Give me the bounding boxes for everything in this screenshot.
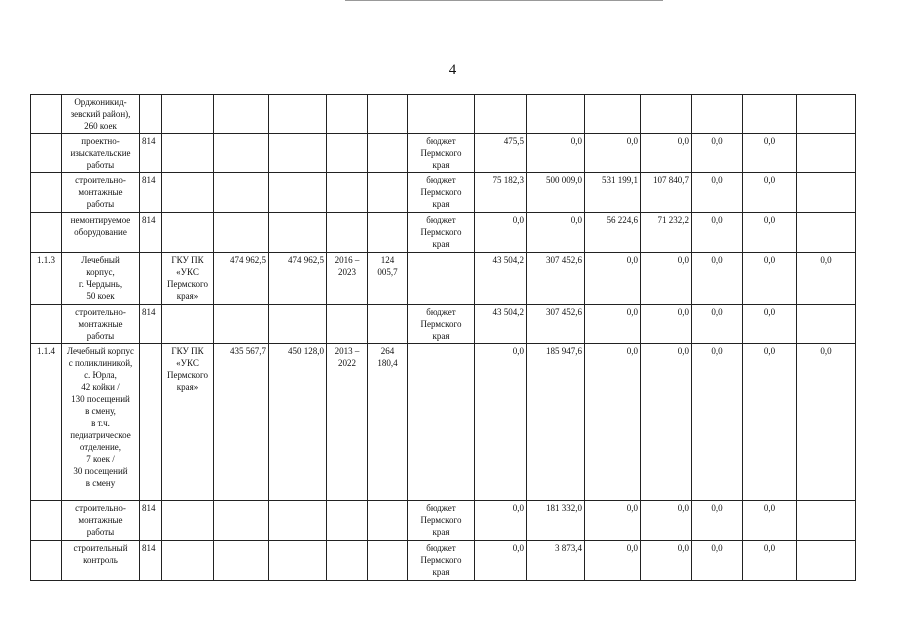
cell-item-name: строительный контроль — [62, 541, 140, 581]
cell-value-3: 531 199,1 — [585, 173, 641, 213]
cell-period — [327, 95, 368, 134]
cell-cost-estimate — [269, 541, 327, 581]
table-row — [31, 173, 856, 213]
cell-value-5: 0,0 — [692, 134, 743, 173]
cell-customer — [162, 305, 214, 344]
cell-item-name: Орджоникид- зевский район), 260 коек — [62, 95, 140, 134]
cell-customer — [162, 95, 214, 134]
cell-capacity — [368, 134, 408, 173]
cell-funding-source — [408, 95, 475, 134]
cell-funding-source: бюджет Пермского края — [408, 213, 475, 253]
cell-value-7 — [797, 213, 856, 253]
cell-cost-plan — [214, 134, 269, 173]
cell-funding-source: бюджет Пермского края — [408, 173, 475, 213]
cell-value-4: 71 232,2 — [641, 213, 692, 253]
cell-value-4 — [641, 95, 692, 134]
cell-cost-estimate — [269, 213, 327, 253]
cell-row-number: 1.1.3 — [31, 253, 62, 305]
cell-cost-plan — [214, 213, 269, 253]
cell-period — [327, 134, 368, 173]
cell-row-number — [31, 213, 62, 253]
cell-admin-code: 814 — [140, 541, 162, 581]
cell-value-7 — [797, 541, 856, 581]
cell-value-1: 0,0 — [475, 344, 527, 501]
cell-admin-code: 814 — [140, 134, 162, 173]
cell-value-4: 0,0 — [641, 253, 692, 305]
cell-value-6: 0,0 — [743, 213, 797, 253]
cell-value-4: 0,0 — [641, 501, 692, 541]
cell-value-2: 3 873,4 — [527, 541, 585, 581]
cell-customer: ГКУ ПК «УКС Пермского края» — [162, 344, 214, 501]
cell-customer: ГКУ ПК «УКС Пермского края» — [162, 253, 214, 305]
cell-cost-estimate: 450 128,0 — [269, 344, 327, 501]
cell-value-2: 0,0 — [527, 134, 585, 173]
cell-value-6: 0,0 — [743, 173, 797, 213]
cell-value-5 — [692, 95, 743, 134]
program-table — [30, 94, 856, 581]
cell-period: 2013 – 2022 — [327, 344, 368, 501]
cell-item-name: проектно- изыскательские работы — [62, 134, 140, 173]
cell-value-2: 181 332,0 — [527, 501, 585, 541]
cell-item-name: строительно- монтажные работы — [62, 305, 140, 344]
cell-value-4: 0,0 — [641, 134, 692, 173]
cell-cost-estimate — [269, 305, 327, 344]
cell-customer — [162, 501, 214, 541]
cell-capacity — [368, 541, 408, 581]
cell-cost-estimate — [269, 173, 327, 213]
cell-value-5: 0,0 — [692, 344, 743, 501]
cell-value-2: 500 009,0 — [527, 173, 585, 213]
cell-value-7 — [797, 305, 856, 344]
cell-value-4: 0,0 — [641, 541, 692, 581]
cell-value-1: 475,5 — [475, 134, 527, 173]
cell-value-5: 0,0 — [692, 173, 743, 213]
cell-funding-source: бюджет Пермского края — [408, 134, 475, 173]
cell-value-1 — [475, 95, 527, 134]
cell-item-name: немонтируемое оборудование — [62, 213, 140, 253]
cell-value-3 — [585, 95, 641, 134]
cell-value-6: 0,0 — [743, 134, 797, 173]
table-row — [31, 253, 856, 305]
table-row — [31, 541, 856, 581]
cell-cost-estimate — [269, 95, 327, 134]
cell-value-2 — [527, 95, 585, 134]
cell-funding-source: бюджет Пермского края — [408, 541, 475, 581]
cell-funding-source — [408, 253, 475, 305]
cell-customer — [162, 134, 214, 173]
cell-value-3: 0,0 — [585, 501, 641, 541]
cell-period — [327, 213, 368, 253]
cell-value-6: 0,0 — [743, 501, 797, 541]
cell-value-7 — [797, 134, 856, 173]
cell-value-7 — [797, 95, 856, 134]
cell-value-5: 0,0 — [692, 501, 743, 541]
cell-item-name: строительно- монтажные работы — [62, 173, 140, 213]
cell-value-3: 56 224,6 — [585, 213, 641, 253]
cell-funding-source: бюджет Пермского края — [408, 305, 475, 344]
cell-cost-estimate — [269, 134, 327, 173]
table-row — [31, 134, 856, 173]
cell-item-name: строительно- монтажные работы — [62, 501, 140, 541]
cell-cost-plan — [214, 173, 269, 213]
cell-row-number — [31, 305, 62, 344]
cell-value-7: 0,0 — [797, 344, 856, 501]
cell-cost-plan — [214, 501, 269, 541]
table-row — [31, 95, 856, 134]
cell-row-number — [31, 134, 62, 173]
cell-cost-estimate: 474 962,5 — [269, 253, 327, 305]
cell-value-4: 107 840,7 — [641, 173, 692, 213]
cell-value-6: 0,0 — [743, 344, 797, 501]
table-row — [31, 305, 856, 344]
cell-capacity — [368, 501, 408, 541]
cell-value-1: 75 182,3 — [475, 173, 527, 213]
table-row — [31, 344, 856, 501]
cell-value-3: 0,0 — [585, 305, 641, 344]
cell-row-number — [31, 95, 62, 134]
cell-admin-code: 814 — [140, 173, 162, 213]
cell-value-4: 0,0 — [641, 305, 692, 344]
cell-period — [327, 173, 368, 213]
cell-admin-code — [140, 95, 162, 134]
cell-value-2: 0,0 — [527, 213, 585, 253]
cell-capacity — [368, 213, 408, 253]
table-row — [31, 501, 856, 541]
cell-cost-plan — [214, 305, 269, 344]
cell-value-7: 0,0 — [797, 253, 856, 305]
cell-value-7 — [797, 501, 856, 541]
table-row — [31, 213, 856, 253]
cell-capacity: 124 005,7 — [368, 253, 408, 305]
cell-funding-source — [408, 344, 475, 501]
cell-capacity — [368, 95, 408, 134]
cell-admin-code — [140, 253, 162, 305]
cell-value-3: 0,0 — [585, 253, 641, 305]
cell-value-5: 0,0 — [692, 213, 743, 253]
cell-value-2: 185 947,6 — [527, 344, 585, 501]
cell-customer — [162, 541, 214, 581]
cell-capacity — [368, 305, 408, 344]
cell-value-5: 0,0 — [692, 541, 743, 581]
cell-capacity: 264 180,4 — [368, 344, 408, 501]
cell-value-3: 0,0 — [585, 134, 641, 173]
cell-value-1: 0,0 — [475, 213, 527, 253]
cell-value-3: 0,0 — [585, 541, 641, 581]
cell-cost-plan — [214, 541, 269, 581]
cell-admin-code: 814 — [140, 501, 162, 541]
cell-customer — [162, 213, 214, 253]
cell-period — [327, 501, 368, 541]
cell-item-name: Лечебный корпус, г. Чердынь, 50 коек — [62, 253, 140, 305]
cell-funding-source: бюджет Пермского края — [408, 501, 475, 541]
cell-capacity — [368, 173, 408, 213]
cell-value-1: 43 504,2 — [475, 253, 527, 305]
header-rule — [345, 0, 663, 1]
cell-value-1: 0,0 — [475, 541, 527, 581]
cell-customer — [162, 173, 214, 213]
cell-cost-plan — [214, 95, 269, 134]
page-number: 4 — [448, 62, 457, 78]
cell-row-number: 1.1.4 — [31, 344, 62, 501]
cell-value-1: 0,0 — [475, 501, 527, 541]
cell-value-1: 43 504,2 — [475, 305, 527, 344]
cell-item-name: Лечебный корпус с поликлиникой, с. Юрла, 42 койки / 130 посещений в смену, в т.ч. педиатрическое отделение, 7 коек / 30 посещений в смену — [62, 344, 140, 501]
cell-value-6: 0,0 — [743, 541, 797, 581]
cell-value-2: 307 452,6 — [527, 305, 585, 344]
cell-value-6: 0,0 — [743, 305, 797, 344]
cell-value-4: 0,0 — [641, 344, 692, 501]
cell-admin-code: 814 — [140, 305, 162, 344]
cell-row-number — [31, 541, 62, 581]
cell-period — [327, 305, 368, 344]
cell-value-2: 307 452,6 — [527, 253, 585, 305]
cell-period — [327, 541, 368, 581]
cell-value-3: 0,0 — [585, 344, 641, 501]
cell-cost-plan: 474 962,5 — [214, 253, 269, 305]
cell-period: 2016 – 2023 — [327, 253, 368, 305]
cell-row-number — [31, 173, 62, 213]
cell-admin-code — [140, 344, 162, 501]
cell-value-6 — [743, 95, 797, 134]
cell-value-7 — [797, 173, 856, 213]
cell-value-5: 0,0 — [692, 305, 743, 344]
cell-value-6: 0,0 — [743, 253, 797, 305]
cell-admin-code: 814 — [140, 213, 162, 253]
cell-cost-estimate — [269, 501, 327, 541]
cell-value-5: 0,0 — [692, 253, 743, 305]
cell-row-number — [31, 501, 62, 541]
cell-cost-plan: 435 567,7 — [214, 344, 269, 501]
